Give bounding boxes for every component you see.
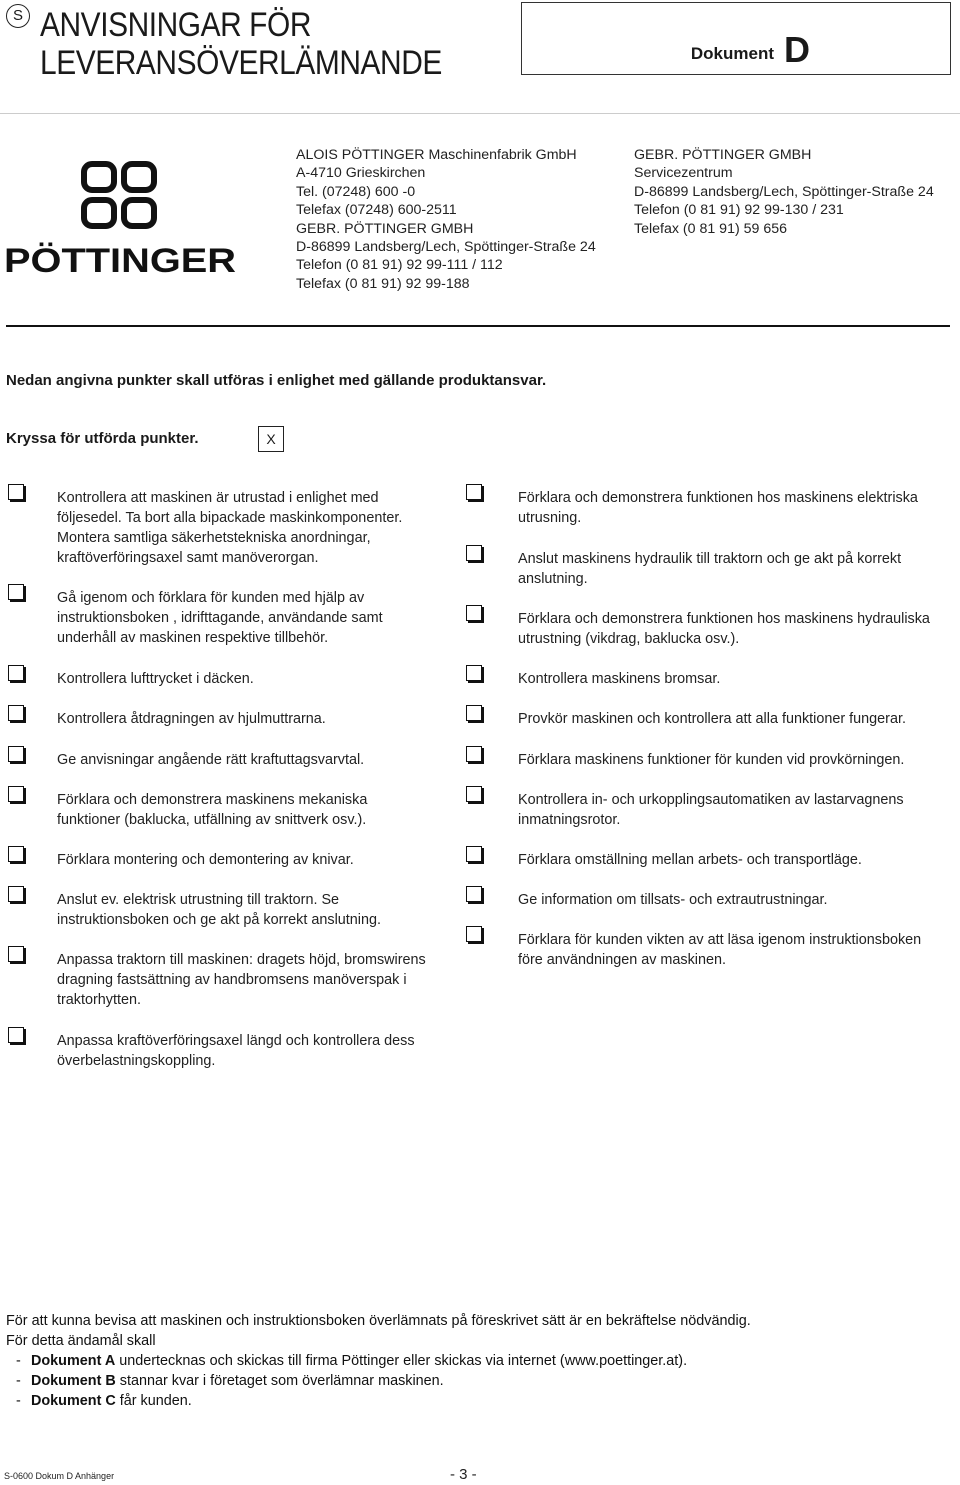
footer-bullet (6, 1351, 751, 1371)
footer-text (6, 1311, 751, 1411)
checklist-line: instruktionsboken och ge akt på korrekt anslutning. (57, 912, 381, 928)
address-line: A-4710 Grieskirchen (296, 165, 426, 182)
checklist-line: anslutning. (518, 571, 588, 587)
checkbox-left-2[interactable] (8, 584, 24, 600)
document-label: Dokument (690, 44, 774, 63)
checklist-line: utrusning. (518, 510, 582, 526)
checkbox-right-5[interactable] (466, 705, 482, 721)
checklist-line: underhåll av maskinen respektive tillbehör. (57, 630, 329, 646)
checklist-item-left-6 (57, 790, 367, 830)
checklist-item-left-4 (57, 709, 326, 729)
address-line: Telefax (0 81 91) 92 99-188 (296, 275, 470, 292)
address-line: GEBR. PÖTTINGER GMBH (634, 147, 812, 163)
bullet-dash: - (16, 1393, 21, 1409)
checklist-line: instruktionsboken , idrifttagande, användande samt (57, 610, 383, 626)
checklist-line: Gå igenom och förklara för kunden med hjälp av (57, 590, 365, 606)
checklist-item-right-10 (518, 930, 921, 970)
address-line: Telefon (0 81 91) 92 99-130 / 231 (634, 202, 844, 219)
checklist-line: utrustning (vikdrag, baklucka osv.). (518, 631, 740, 647)
footer-code: S-0600 Dokum D Anhänger (4, 1471, 115, 1481)
checklist-line: följesedel. Ta bort alla bipackade maskinkomponenter. (57, 510, 403, 526)
footer-bullet (6, 1371, 751, 1391)
checklist-item-right-6 (518, 750, 904, 770)
poettinger-logo (2, 158, 238, 278)
checklist-item-left-10 (57, 1031, 415, 1071)
checklist-line: Förklara och demonstrera funktionen hos maskinens hydrauliska (518, 611, 930, 627)
address-line: D-86899 Landsberg/Lech, Spöttinger-Straße 24 (296, 238, 596, 255)
address-line: Servicezentrum (634, 165, 733, 182)
checkbox-right-9[interactable] (466, 886, 482, 902)
checklist-item-right-9 (518, 890, 828, 910)
logo-wordmark: PÖTTINGER (4, 242, 236, 278)
checklist-item-left-8 (57, 890, 381, 930)
checklist-line: Kontrollera lufttrycket i däcken. (57, 671, 254, 687)
checklist-line: Ge information om tillsats- och extrautrustningar. (518, 892, 828, 908)
footer-intro-1: För att kunna bevisa att maskinen och instruktionsboken överlämnats på föreskrivet sätt är en bekräftelse nödvändig. (6, 1313, 751, 1329)
checkbox-left-4[interactable] (8, 705, 24, 721)
checklist-line: Kontrollera in- och urkopplingsautomatiken av lastarvagnens (518, 792, 904, 808)
checklist-line: Anslut maskinens hydraulik till traktorn och ge akt på korrekt (518, 551, 902, 567)
checklist-line: Anpassa traktorn till maskinen: dragets höjd, bromswirens (57, 952, 426, 968)
checklist-line: Förklara omställning mellan arbets- och transportläge. (518, 852, 862, 868)
checkbox-right-4[interactable] (466, 665, 482, 681)
bullet-document-name: Dokument A (31, 1353, 116, 1369)
footer-intro-2: För detta ändamål skall (6, 1333, 156, 1349)
checkbox-right-10[interactable] (466, 926, 482, 942)
checklist-line: överbelastningskoppling. (57, 1053, 216, 1069)
checklist-line: Kontrollera åtdragningen av hjulmuttrarna. (57, 711, 326, 727)
footer-bullet (6, 1391, 751, 1411)
instructions-heading: Nedan angivna punkter skall utföras i enlighet med gällande produktansvar. (6, 372, 547, 389)
bullet-text: undertecknas och skickas till firma Pöttinger eller skickas via internet (www.poettinger.at). (115, 1353, 688, 1369)
checkbox-left-3[interactable] (8, 665, 24, 681)
checkbox-right-8[interactable] (466, 846, 482, 862)
checklist-item-left-7 (57, 850, 354, 870)
checklist-item-right-4 (518, 669, 720, 689)
checklist-item-right-1 (518, 488, 918, 528)
checklist-line: kraftöverföringsaxel samt manöverorgan. (57, 550, 319, 566)
address-line: GEBR. PÖTTINGER GMBH (296, 220, 474, 237)
checklist-item-right-2 (518, 549, 901, 589)
checkbox-left-8[interactable] (8, 886, 24, 902)
title-line-1: ANVISNINGAR FÖR (40, 6, 312, 44)
checklist-line: Förklara montering och demontering av knivar. (57, 852, 354, 868)
example-checkbox-marked: X (258, 426, 284, 452)
document-letter: D (784, 29, 810, 70)
checklist-line: traktorhytten. (57, 992, 141, 1008)
checklist-line: inmatningsrotor. (518, 812, 621, 828)
footer-bullets (6, 1351, 751, 1411)
checklist-item-left-5 (57, 750, 364, 770)
address-line: Telefax (07248) 600-2511 (296, 202, 457, 219)
checklist-item-right-3 (518, 609, 930, 649)
title-line-2: LEVERANSÖVERLÄMNANDE (40, 44, 442, 82)
checklist-line: Kontrollera maskinens bromsar. (518, 671, 721, 687)
language-badge: S (6, 4, 30, 28)
kryssa-label: Kryssa för utförda punkter. (6, 430, 199, 447)
checklist-line: Förklara och demonstrera funktionen hos maskinens elektriska (518, 490, 918, 506)
checkbox-left-5[interactable] (8, 746, 24, 762)
bullet-dash: - (16, 1353, 21, 1369)
document-box (521, 2, 951, 75)
checklist-item-left-9 (57, 950, 426, 1010)
checklist-item-right-8 (518, 850, 862, 870)
page-number: - 3 - (450, 1466, 477, 1483)
checklist-line: Förklara maskinens funktioner för kunden vid provkörningen. (518, 752, 905, 768)
checklist-line: funktioner (baklucka, utfällning av snittverk osv.). (57, 812, 367, 828)
checklist-line: före användningen av maskinen. (518, 952, 727, 968)
checklist-line: dragning fastsättning av handbromsens manöverspak i (57, 972, 407, 988)
header-divider (0, 113, 960, 114)
checkbox-right-6[interactable] (466, 746, 482, 762)
checklist-line: Anslut ev. elektrisk utrustning till traktorn. Se (57, 892, 340, 908)
checkbox-left-9[interactable] (8, 946, 24, 962)
checklist-item-left-1 (57, 488, 402, 568)
bullet-document-name: Dokument C (31, 1393, 116, 1409)
checkbox-right-1[interactable] (466, 484, 482, 500)
address-line: Telefax (0 81 91) 59 656 (634, 220, 788, 237)
checklist-item-right-7 (518, 790, 904, 830)
address-line: Tel. (07248) 600 -0 (296, 183, 416, 200)
page-title (40, 6, 442, 82)
checklist-line: Förklara och demonstrera maskinens mekaniska (57, 792, 368, 808)
checkbox-left-1[interactable] (8, 484, 24, 500)
checklist-line: Kontrollera att maskinen är utrustad i enlighet med (57, 490, 379, 506)
checklist-item-left-3 (57, 669, 254, 689)
checklist-line: Montera samtliga säkerhetstekniska anordningar, (57, 530, 371, 546)
section-divider (6, 325, 950, 327)
bullet-text: får kunden. (115, 1393, 192, 1409)
address-left (296, 146, 596, 293)
address-right (634, 146, 934, 238)
checkbox-left-10[interactable] (8, 1027, 24, 1043)
checkbox-right-2[interactable] (466, 545, 482, 561)
bullet-text: stannar kvar i företaget som överlämnar maskinen. (115, 1373, 444, 1389)
checklist-line: Förklara för kunden vikten av att läsa igenom instruktionsboken (518, 932, 922, 948)
checklist-line: Ge anvisningar angående rätt kraftuttagsvarvtal. (57, 752, 365, 768)
checkbox-left-6[interactable] (8, 786, 24, 802)
checkbox-right-3[interactable] (466, 605, 482, 621)
checklist-item-right-5 (518, 709, 906, 729)
address-line: D-86899 Landsberg/Lech, Spöttinger-Straße 24 (634, 183, 934, 200)
bullet-document-name: Dokument B (31, 1373, 116, 1389)
checklist-line: Anpassa kraftöverföringsaxel längd och kontrollera dess (57, 1033, 415, 1049)
checklist-item-left-2 (57, 588, 383, 648)
address-line: ALOIS PÖTTINGER Maschinenfabrik GmbH (296, 147, 577, 163)
checklist-line: Provkör maskinen och kontrollera att alla funktioner fungerar. (518, 711, 906, 727)
checkbox-right-7[interactable] (466, 786, 482, 802)
bullet-dash: - (16, 1373, 21, 1389)
checkbox-left-7[interactable] (8, 846, 24, 862)
address-line: Telefon (0 81 91) 92 99-111 / 112 (296, 257, 503, 274)
